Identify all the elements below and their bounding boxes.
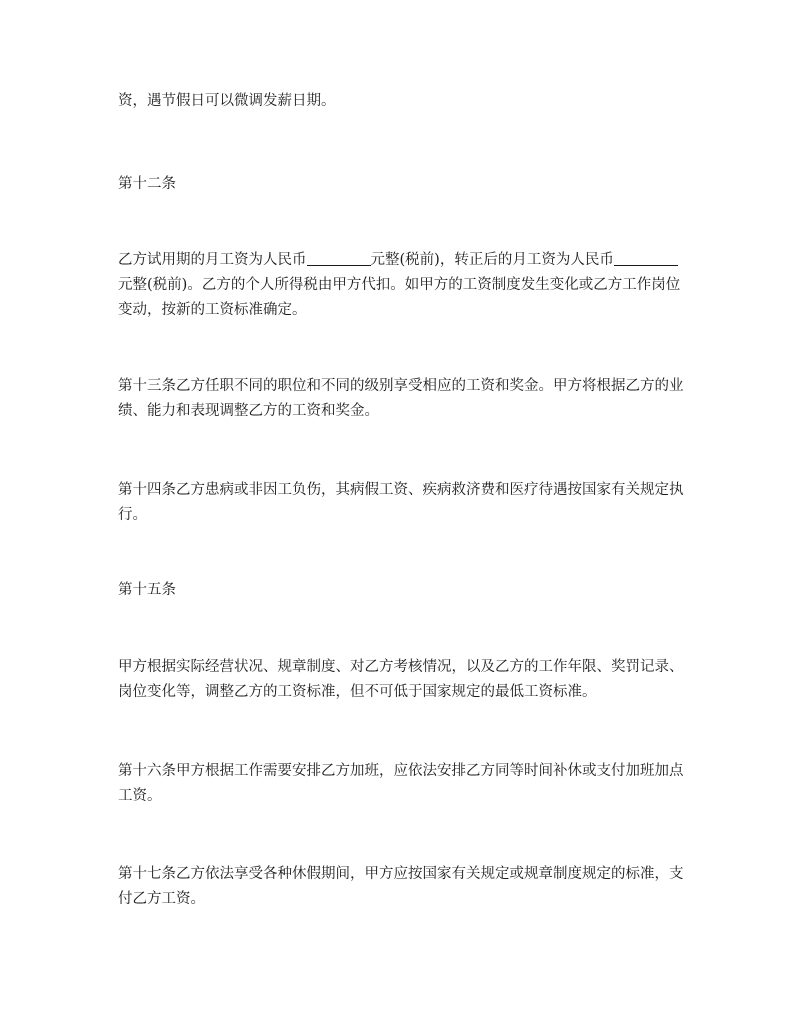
regular-salary-blank (614, 251, 678, 266)
paragraph-article-12-body (118, 248, 684, 323)
article-12-heading: 第十二条 (118, 176, 176, 192)
article-15-heading: 第十五条 (118, 582, 176, 598)
paragraph-article-17: 第十七条乙方依法享受各种休假期间，甲方应按国家有关规定或规章制度规定的标准，支付乙方工资。 (118, 866, 684, 907)
paragraph-article-16: 第十六条甲方根据工作需要安排乙方加班，应依法安排乙方同等时间补休或支付加班加点工资。 (118, 763, 684, 804)
paragraph-article-15-body: 甲方根据实际经营状况、规章制度、对乙方考核情况，以及乙方的工作年限、奖罚记录、岗位变化等，调整乙方的工资标准，但不可低于国家规定的最低工资标准。 (118, 659, 684, 700)
paragraph-article-14: 第十四条乙方患病或非因工负伤，其病假工资、疾病救济费和医疗待遇按国家有关规定执行。 (118, 482, 684, 523)
article-12-text-part3: 元整(税前)。乙方的个人所得税由甲方代扣。如甲方的工资制度发生变化或乙方工作岗位变动，按新的工资标准确定。 (118, 277, 681, 318)
article-12-text-part1: 乙方试用期的月工资为人民币 (118, 252, 307, 268)
paragraph-salary-date-note: 资，遇节假日可以微调发薪日期。 (118, 93, 336, 109)
probation-salary-blank (307, 251, 371, 266)
article-12-text-part2: 元整(税前)，转正后的月工资为人民币 (370, 252, 614, 268)
paragraph-article-13: 第十三条乙方任职不同的职位和不同的级别享受相应的工资和奖金。甲方将根据乙方的业绩、能力和表现调整乙方的工资和奖金。 (118, 378, 684, 419)
